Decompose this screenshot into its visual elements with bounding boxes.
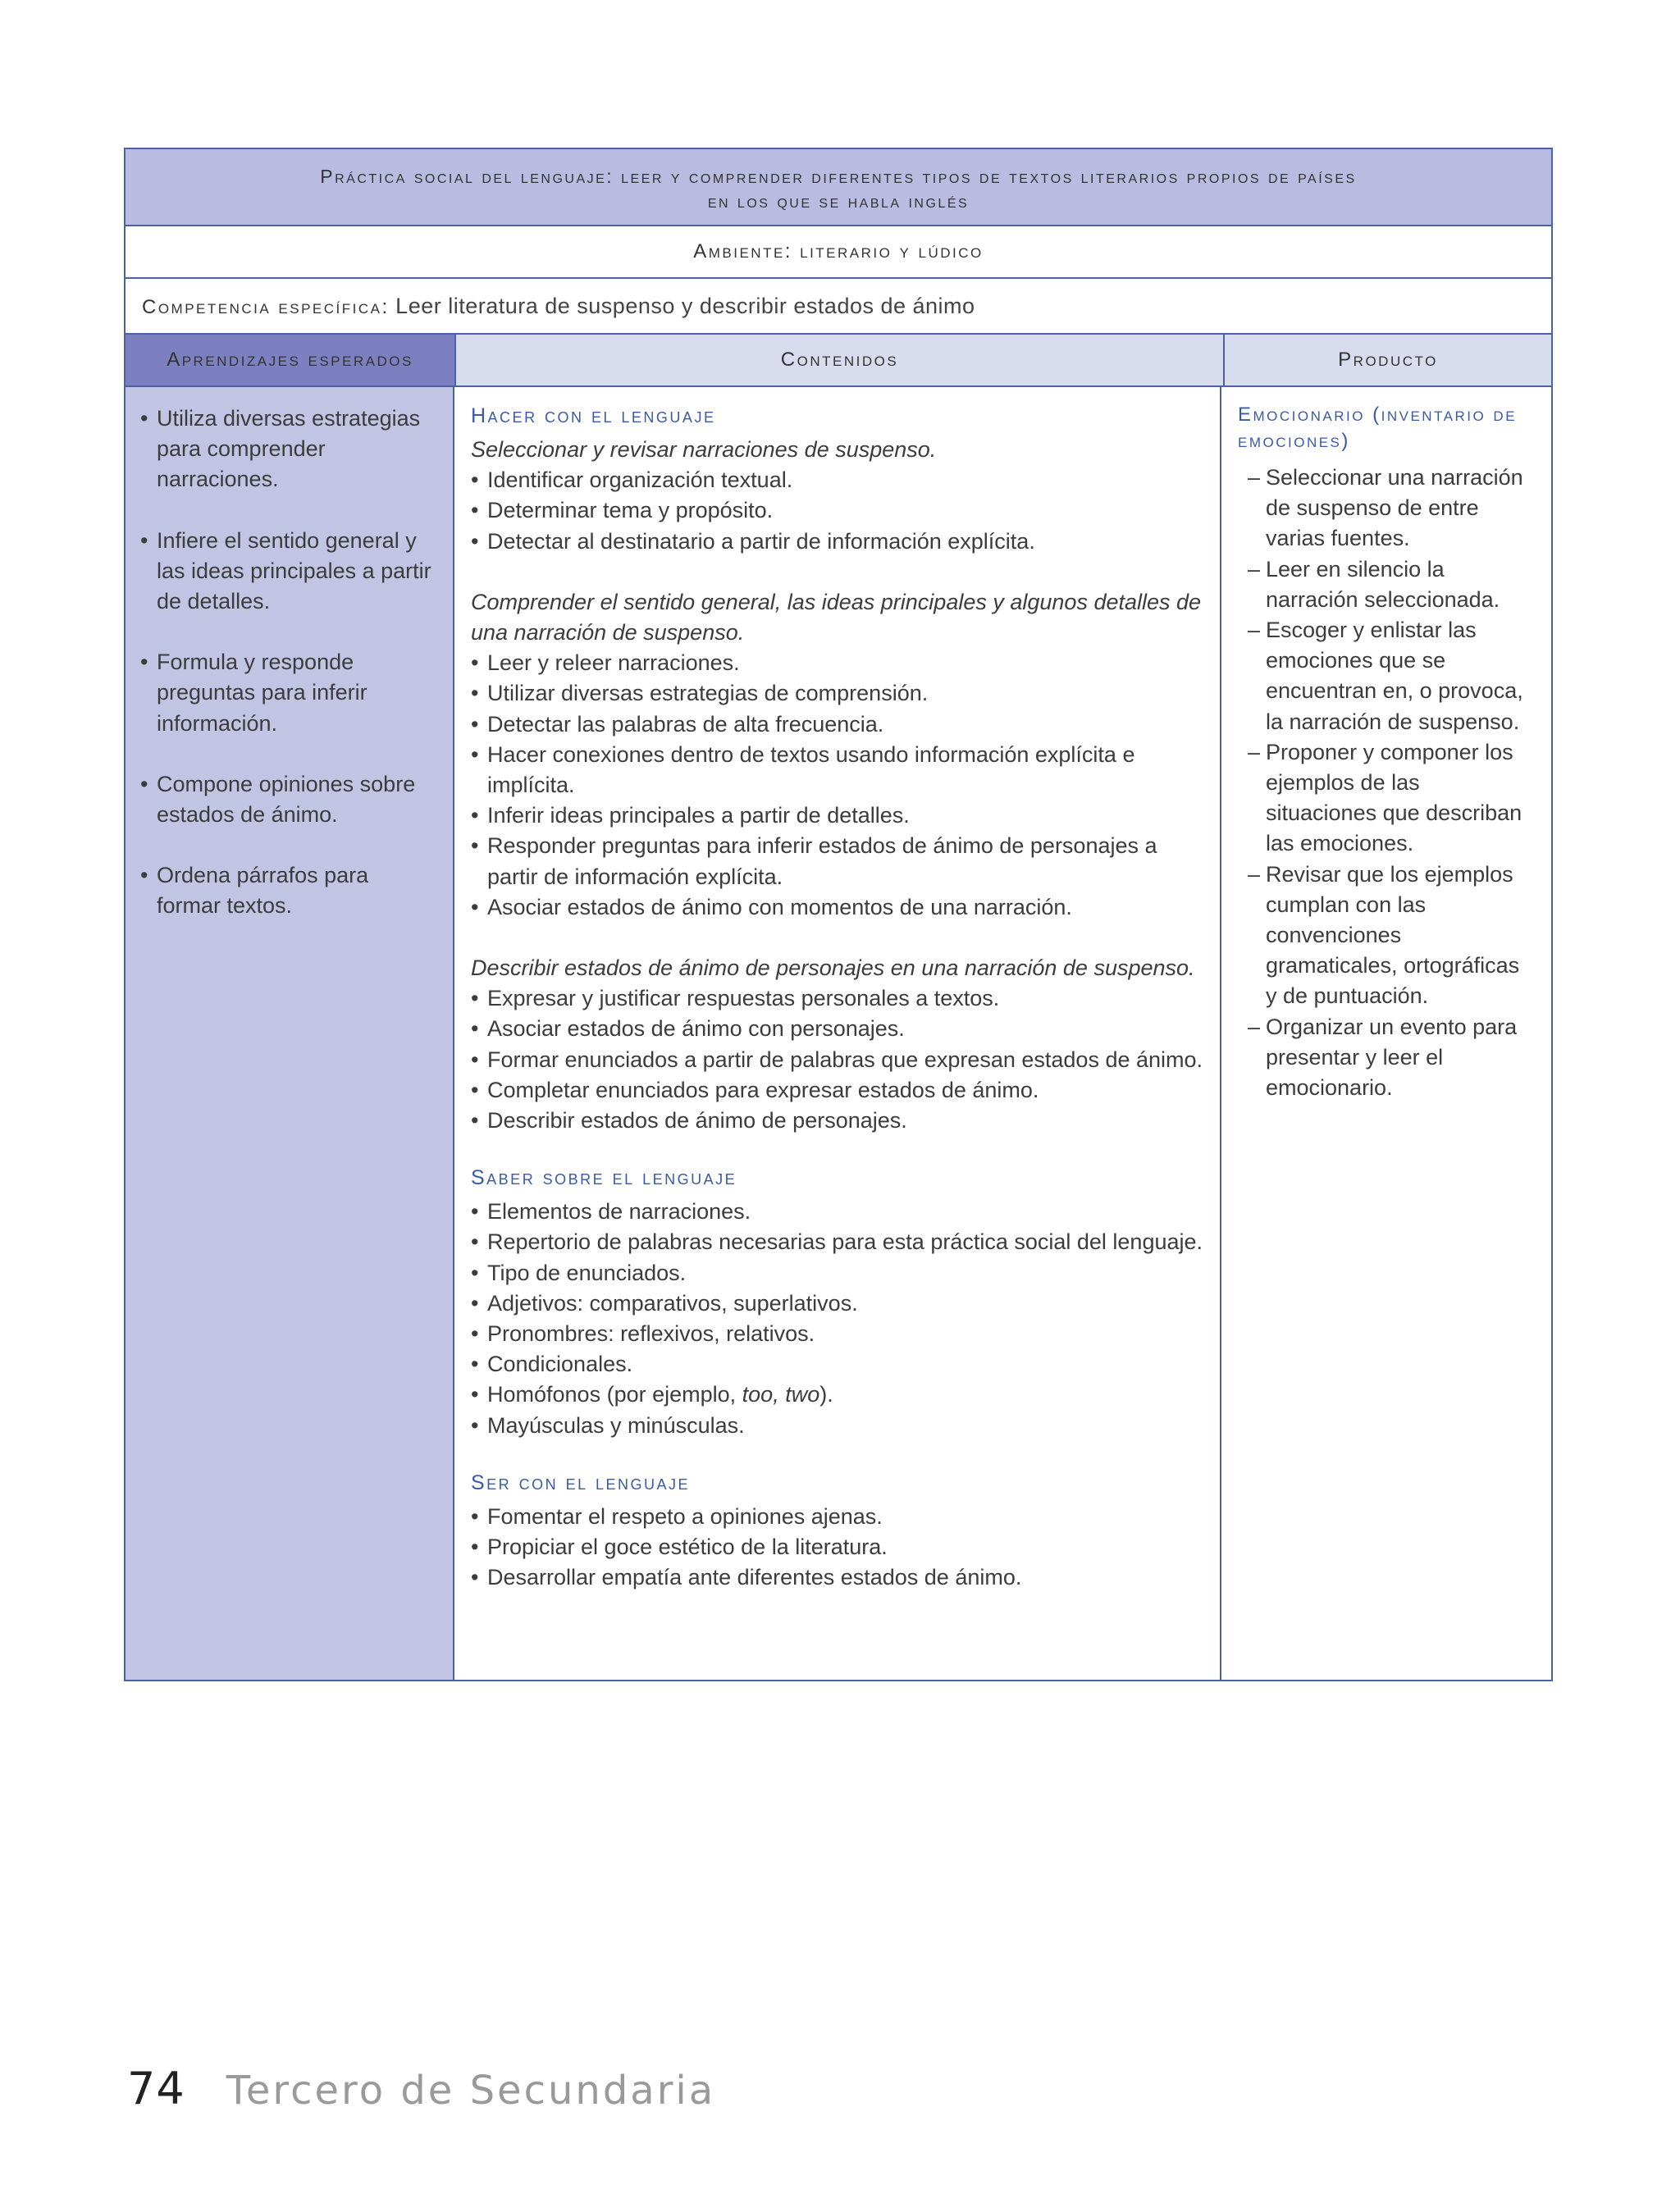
- producto-item: – Proponer y componer los ejemplos de las situaciones que describan las emociones.: [1238, 737, 1536, 860]
- content-item: • Expresar y justificar respuestas personales a textos.: [471, 983, 1205, 1014]
- content-item: • Propiciar el goce estético de la literatura.: [471, 1532, 1205, 1562]
- aprendizaje-item: • Compone opiniones sobre estados de ánimo.: [140, 769, 438, 830]
- producto-item: – Escoger y enlistar las emociones que se encuentran en, o provoca, la narración de suspenso.: [1238, 615, 1536, 737]
- spacer: [471, 923, 1205, 953]
- content-item: • Tipo de enunciados.: [471, 1258, 1205, 1288]
- producto-column: [1221, 387, 1551, 1680]
- page-footer: [127, 2063, 715, 2114]
- content-item: • Detectar al destinatario a partir de información explícita.: [471, 527, 1205, 557]
- producto-item: – Revisar que los ejemplos cumplan con las convenciones gramaticales, ortográficas y de puntuación.: [1238, 860, 1536, 1012]
- content-item: • Repertorio de palabras necesarias para esta práctica social del lenguaje.: [471, 1227, 1205, 1257]
- practica-title-line2: en los que se habla inglés: [707, 190, 970, 212]
- content-item: • Fomentar el respeto a opiniones ajenas.: [471, 1502, 1205, 1532]
- content-item: • Elementos de narraciones.: [471, 1197, 1205, 1227]
- homofonos-example: too, two: [742, 1382, 820, 1407]
- content-item: • Completar enunciados para expresar estados de ánimo.: [471, 1075, 1205, 1106]
- content-item: • Determinar tema y propósito.: [471, 495, 1205, 526]
- content-item: • Hacer conexiones dentro de textos usando información explícita e implícita.: [471, 740, 1205, 800]
- content-item: • Mayúsculas y minúsculas.: [471, 1411, 1205, 1441]
- header-aprendizajes: Aprendizajes esperados: [126, 335, 456, 385]
- content-item: • Describir estados de ánimo de personajes.: [471, 1106, 1205, 1136]
- producto-item: – Seleccionar una narración de suspenso de entre varias fuentes.: [1238, 463, 1536, 554]
- producto-title: Emocionario (inventario de emociones): [1238, 404, 1518, 452]
- column-headers: [126, 335, 1551, 387]
- aprendizaje-item: • Utiliza diversas estrategias para comprender narraciones.: [140, 404, 438, 495]
- content-item: • Leer y releer narraciones.: [471, 648, 1205, 678]
- content-item: • Condicionales.: [471, 1349, 1205, 1380]
- content-item: • Responder preguntas para inferir estados de ánimo de personajes a partir de información explícita.: [471, 831, 1205, 892]
- content-item: • Inferir ideas principales a partir de detalles.: [471, 800, 1205, 831]
- homofonos-post: ).: [819, 1382, 833, 1407]
- content-item: • Pronombres: reflexivos, relativos.: [471, 1319, 1205, 1349]
- content-item: • Adjetivos: comparativos, superlativos.: [471, 1288, 1205, 1319]
- producto-item: – Organizar un evento para presentar y leer el emocionario.: [1238, 1012, 1536, 1104]
- book-title: Tercero de Secundaria: [226, 2068, 716, 2114]
- content-item: • Utilizar diversas estrategias de comprensión.: [471, 678, 1205, 709]
- producto-item: – Leer en silencio la narración seleccionada.: [1238, 554, 1536, 615]
- aprendizaje-item: • Ordena párrafos para formar textos.: [140, 860, 438, 921]
- competencia-row: [126, 279, 1551, 335]
- page-number: 74: [127, 2063, 185, 2114]
- hacer-heading: Hacer con el lenguaje: [471, 404, 716, 427]
- practica-title: Práctica social del lenguaje: leer y comprender diferentes tipos de textos literarios propios de países: [320, 166, 1357, 187]
- contenidos-column: [454, 387, 1221, 1680]
- curriculum-table: [124, 148, 1553, 1681]
- aprendizaje-item: • Infiere el sentido general y las ideas principales a partir de detalles.: [140, 526, 438, 618]
- group-intro: Describir estados de ánimo de personajes en una narración de suspenso.: [471, 955, 1195, 981]
- group-intro: Comprender el sentido general, las ideas principales y algunos detalles de una narración de suspenso.: [471, 589, 1202, 645]
- content-item: • Detectar las palabras de alta frecuencia.: [471, 709, 1205, 740]
- group-intro: Seleccionar y revisar narraciones de suspenso.: [471, 437, 937, 462]
- saber-heading: Saber sobre el lenguaje: [471, 1166, 737, 1190]
- header-contenidos: Contenidos: [456, 335, 1225, 385]
- practica-header: [126, 149, 1551, 226]
- content-item: • Asociar estados de ánimo con personajes.: [471, 1014, 1205, 1044]
- content-item: • Identificar organización textual.: [471, 465, 1205, 495]
- ambiente-row: Ambiente: literario y lúdico: [126, 226, 1551, 279]
- content-item-homofonos: [471, 1380, 1205, 1410]
- competencia-value: Leer literatura de suspenso y describir estados de ánimo: [395, 294, 975, 318]
- ser-heading: Ser con el lenguaje: [471, 1471, 691, 1494]
- content-item: • Formar enunciados a partir de palabras que expresan estados de ánimo.: [471, 1045, 1205, 1075]
- aprendizaje-item: • Formula y responde preguntas para inferir información.: [140, 647, 438, 739]
- content-item: • Desarrollar empatía ante diferentes estados de ánimo.: [471, 1562, 1205, 1593]
- aprendizajes-column: [126, 387, 454, 1680]
- header-producto: Producto: [1225, 335, 1551, 385]
- spacer: [471, 557, 1205, 587]
- competencia-label: Competencia específica:: [142, 296, 390, 318]
- table-body: [126, 387, 1551, 1680]
- content-item: • Asociar estados de ánimo con momentos de una narración.: [471, 892, 1205, 923]
- homofonos-pre: Homófonos (por ejemplo,: [487, 1382, 742, 1407]
